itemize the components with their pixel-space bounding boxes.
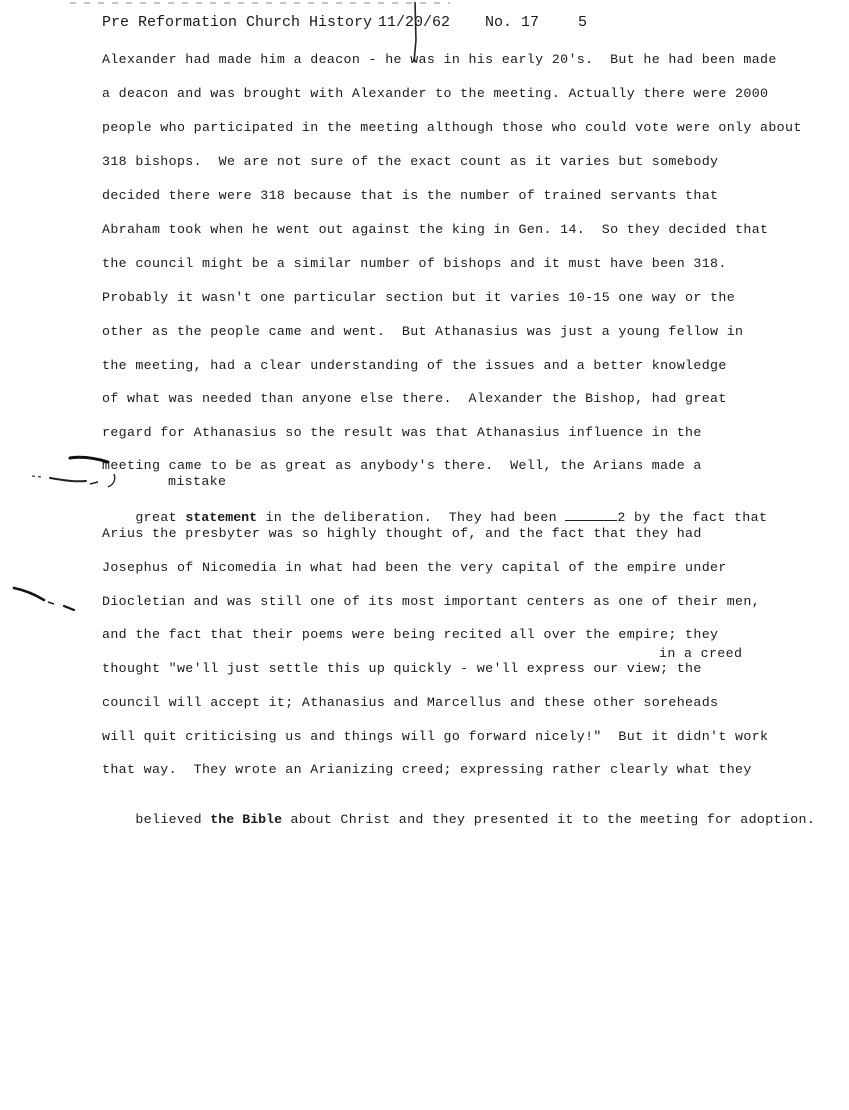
header-date: 11/20/62 xyxy=(378,14,451,31)
text-line-2: a deacon and was brought with Alexander to the meeting. Actually there were 2000 xyxy=(102,86,769,101)
text-line-4: 318 bishops. We are not sure of the exact count as it varies but somebody xyxy=(102,154,719,169)
text-line-13: meeting came to be as great as anybody's there. Well, the Arians made a xyxy=(102,458,702,473)
text-line-15: Arius the presbyter was so highly thought of, and the fact that they had xyxy=(102,526,702,541)
line-14-suffix: by the fact that xyxy=(625,510,768,525)
text-line-20: council will accept it; Athanasius and Marcellus and these other soreheads xyxy=(102,695,719,710)
margin-pen-mark-upper xyxy=(28,450,138,495)
text-line-18: and the fact that their poems were being recited all over the empire; they xyxy=(102,627,719,642)
text-line-5: decided there were 318 because that is the number of trained servants that xyxy=(102,188,719,203)
struck-word-statement: statement xyxy=(185,510,258,525)
text-line-10: the meeting, had a clear understanding of the issues and a better knowledge xyxy=(102,358,727,373)
blank-mark: 2 xyxy=(617,510,626,525)
text-line-22: that way. They wrote an Arianizing creed; expressing rather clearly what they xyxy=(102,762,752,777)
margin-pen-mark-lower xyxy=(10,582,90,617)
text-line-1: Alexander had made him a deacon - he was in his early 20's. But he had been made xyxy=(102,52,777,67)
text-line-16: Josephus of Nicomedia in what had been the very capital of the empire under xyxy=(102,560,727,575)
insertion-in-a-creed: in a creed xyxy=(659,646,743,661)
header-title: Pre Reformation Church History xyxy=(102,14,373,31)
line-14-middle: in the deliberation. They had been xyxy=(257,510,566,525)
text-line-8: Probably it wasn't one particular section but it varies 10-15 one way or the xyxy=(102,290,736,305)
text-line-3: people who participated in the meeting although those who could vote were only about xyxy=(102,120,802,135)
line-23-prefix: believed xyxy=(135,812,211,827)
text-line-6: Abraham took when he went out against the king in Gen. 14. So they decided that xyxy=(102,222,769,237)
blank-underline xyxy=(565,508,617,521)
line-23-suffix: about Christ and they presented it to the meeting for adoption. xyxy=(282,812,816,827)
text-line-12: regard for Athanasius so the result was that Athanasius influence in the xyxy=(102,425,702,440)
header-number: No. 17 xyxy=(485,14,540,31)
line-14-prefix: great xyxy=(135,510,186,525)
text-line-19: thought "we'll just settle this up quickly - we'll express our view; the xyxy=(102,661,702,676)
text-line-17: Diocletian and was still one of its most important centers as one of their men, xyxy=(102,594,761,609)
top-edge-rule xyxy=(70,2,450,4)
header-page-number: 5 xyxy=(578,14,588,31)
text-line-7: the council might be a similar number of bishops and it must have been 318. xyxy=(102,256,727,271)
text-line-11: of what was needed than anyone else there. Alexander the Bishop, had great xyxy=(102,391,727,406)
text-line-23 xyxy=(102,796,815,844)
text-line-21: will quit criticising us and things will go forward nicely!" But it didn't work xyxy=(102,729,769,744)
struck-phrase-the-bible: the Bible xyxy=(210,812,283,827)
insertion-mistake: mistake xyxy=(168,474,227,489)
text-line-9: other as the people came and went. But Athanasius was just a young fellow in xyxy=(102,324,744,339)
